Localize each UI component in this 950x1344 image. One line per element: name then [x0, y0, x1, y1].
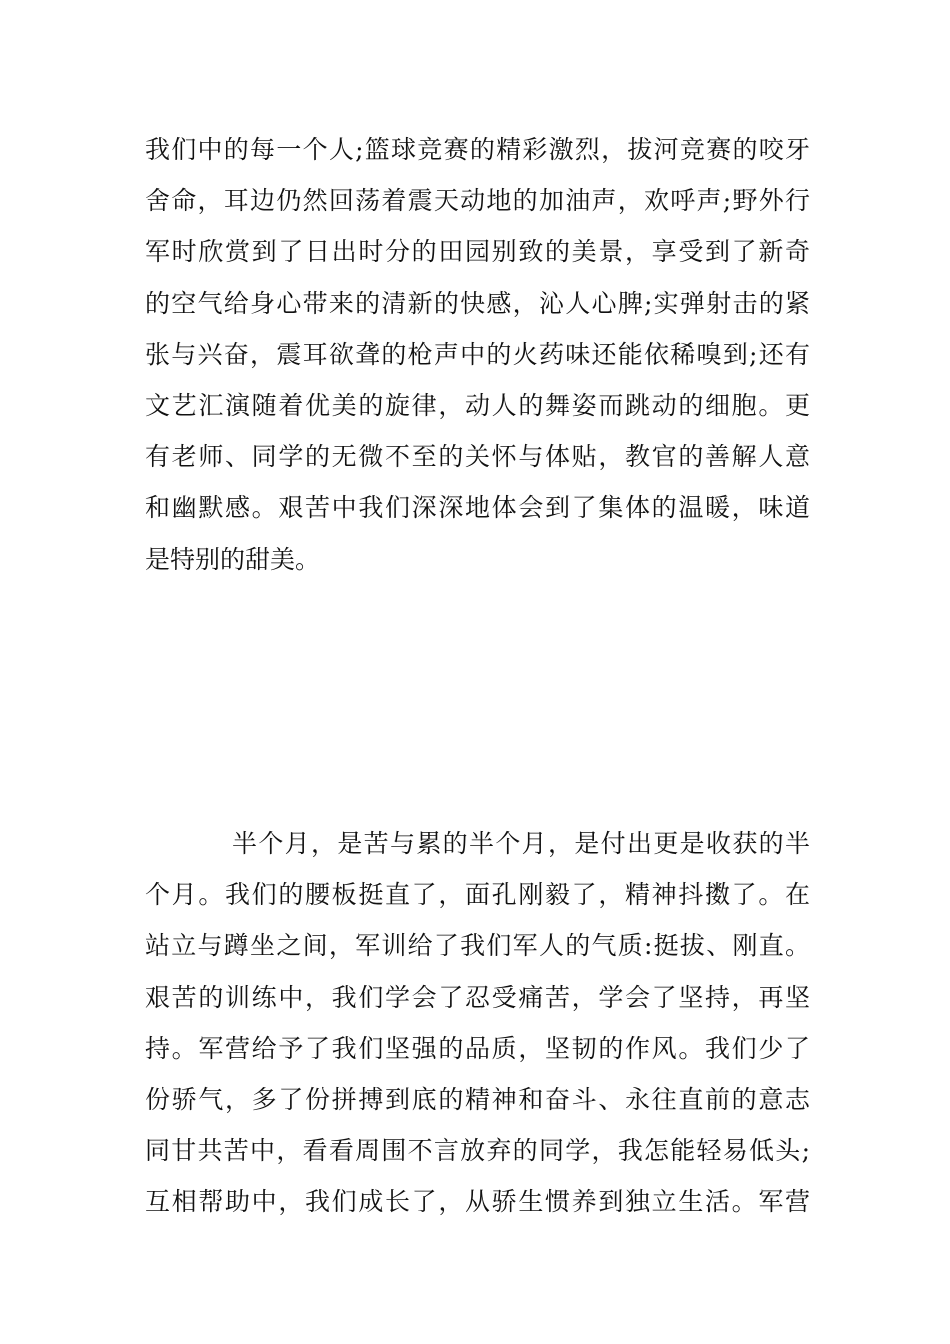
paragraph-1 — [145, 124, 810, 585]
text-line: 张与兴奋，震耳欲聋的枪声中的火药味还能依稀嗅到;还有 — [145, 339, 810, 369]
text-line: 的空气给身心带来的清新的快感，沁人心脾;实弹射击的紧 — [145, 288, 810, 318]
text-line: 持。军营给予了我们坚强的品质，坚韧的作风。我们少了 — [145, 1033, 810, 1063]
text-line: 我们中的每一个人;篮球竞赛的精彩激烈，拔河竞赛的咬牙 — [145, 135, 810, 164]
text-line: 个月。我们的腰板挺直了，面孔刚毅了，精神抖擞了。在 — [145, 880, 810, 910]
text-line: 互相帮助中，我们成长了，从骄生惯养到独立生活。军营 — [145, 1187, 810, 1217]
text-line: 有老师、同学的无微不至的关怀与体贴，教官的善解人意 — [145, 442, 810, 472]
text-line: 站立与蹲坐之间，军训给了我们军人的气质:挺拔、刚直。 — [145, 931, 810, 961]
text-line: 文艺汇演随着优美的旋律，动人的舞姿而跳动的细胞。更 — [145, 390, 810, 420]
paragraph-2 — [145, 818, 810, 1228]
text-line: 是特别的甜美。 — [145, 544, 321, 574]
text-line: 半个月，是苦与累的半个月，是付出更是收获的半 — [232, 829, 810, 858]
text-line: 艰苦的训练中，我们学会了忍受痛苦，学会了坚持，再坚 — [145, 982, 810, 1012]
text-line: 军时欣赏到了日出时分的田园别致的美景，享受到了新奇 — [145, 237, 810, 267]
text-line: 份骄气，多了份拼搏到底的精神和奋斗、永往直前的意志 — [145, 1084, 810, 1114]
text-line: 同甘共苦中，看看周围不言放弃的同学，我怎能轻易低头; — [145, 1136, 810, 1166]
text-line: 舍命，耳边仍然回荡着震天动地的加油声，欢呼声;野外行 — [145, 186, 810, 216]
text-line: 和幽默感。艰苦中我们深深地体会到了集体的温暖，味道 — [145, 493, 810, 523]
